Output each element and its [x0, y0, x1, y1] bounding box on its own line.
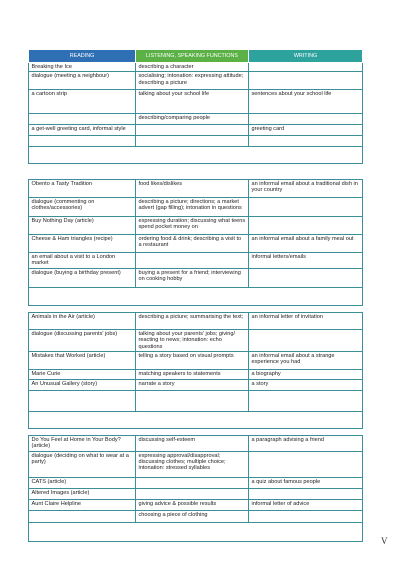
- empty-row-cell: [29, 287, 363, 305]
- empty-row-cell: [29, 522, 363, 541]
- reading-cell: dialogue (deciding on what to wear at a party): [29, 451, 136, 477]
- listening-cell: talking about your parents' jobs; giving/ reacting to news; intonation: echo questions: [136, 330, 249, 352]
- reading-cell: [29, 114, 136, 125]
- table-row: [29, 330, 363, 352]
- writing-cell: a biography: [249, 369, 363, 379]
- reading-cell: Cheese & Ham triangles (recipe): [29, 235, 136, 253]
- listening-cell: food likes/dislikes: [136, 180, 249, 198]
- listening-cell: describing a character: [136, 63, 249, 72]
- table-row: [29, 217, 363, 235]
- writing-cell: [249, 488, 363, 499]
- reading-cell: Do You Feel at Home in Your Body? (article): [29, 436, 136, 452]
- reading-cell: Marie Curie: [29, 369, 136, 379]
- module-3-block: [28, 312, 362, 429]
- listening-cell: [136, 253, 249, 269]
- table-row: [29, 235, 363, 253]
- listening-cell: describing/comparing people: [136, 114, 249, 125]
- writing-cell: [249, 510, 363, 522]
- writing-cell: greeting card: [249, 125, 363, 136]
- writing-cell: informal letters/emails: [249, 253, 363, 269]
- table-row: [29, 147, 363, 164]
- module-1-block: [28, 49, 362, 164]
- reading-cell: an email about a visit to a London market: [29, 253, 136, 269]
- module-4-block: [28, 435, 362, 542]
- writing-cell: an informal email about a family meal out: [249, 235, 363, 253]
- reading-cell: dialogue (commenting on clothes/accessories): [29, 198, 136, 217]
- writing-cell: an informal email about a strange experience you had: [249, 351, 363, 369]
- table-row: [29, 390, 363, 411]
- listening-cell: narrate a story: [136, 379, 249, 390]
- reading-cell: a get-well greeting card, informal style: [29, 125, 136, 136]
- table-row: [29, 477, 363, 488]
- reading-cell: [29, 390, 136, 411]
- reading-cell: CATS (article): [29, 477, 136, 488]
- writing-cell: [249, 136, 363, 147]
- table-row: [29, 411, 363, 428]
- listening-cell: [136, 125, 249, 136]
- writing-cell: a quiz about famous people: [249, 477, 363, 488]
- listening-cell: choosing a piece of clothing: [136, 510, 249, 522]
- listening-cell: [136, 477, 249, 488]
- writing-cell: sentences about your school life: [249, 90, 363, 114]
- writing-cell: [249, 390, 363, 411]
- reading-cell: Mistakes that Worked (article): [29, 351, 136, 369]
- module-1-table: [28, 49, 363, 164]
- table-row: [29, 287, 363, 305]
- table-row: [29, 90, 363, 114]
- reading-cell: dialogue (discussing parents' jobs): [29, 330, 136, 352]
- header-writing: WRITING: [249, 50, 363, 63]
- table-row: [29, 180, 363, 198]
- listening-cell: expressing approval/disapproval; discussing clothes; multiple choice; intonation: stressed syllables: [136, 451, 249, 477]
- reading-cell: Altered Images (article): [29, 488, 136, 499]
- table-row: [29, 522, 363, 541]
- writing-cell: informal letter of advice: [249, 499, 363, 510]
- reading-cell: dialogue (buying a birthday present): [29, 268, 136, 287]
- table-row: [29, 136, 363, 147]
- listening-cell: telling a story based on visual prompts: [136, 351, 249, 369]
- listening-cell: [136, 488, 249, 499]
- table-row: [29, 379, 363, 390]
- writing-cell: an informal letter of invitation: [249, 313, 363, 330]
- writing-cell: [249, 72, 363, 90]
- table-row: [29, 198, 363, 217]
- writing-cell: an informal email about a traditional dish in your country: [249, 180, 363, 198]
- table-row: [29, 268, 363, 287]
- listening-cell: expressing duration; discussing what teens spend pocket money on: [136, 217, 249, 235]
- module-4-table: [28, 435, 363, 542]
- listening-cell: talking about your school life: [136, 90, 249, 114]
- listening-cell: [136, 390, 249, 411]
- reading-cell: Breaking the Ice: [29, 63, 136, 72]
- table-row: [29, 369, 363, 379]
- empty-row-cell: [29, 411, 363, 428]
- reading-cell: Aunt Claire Helpline: [29, 499, 136, 510]
- table-row: [29, 488, 363, 499]
- writing-cell: a story: [249, 379, 363, 390]
- writing-cell: [249, 451, 363, 477]
- listening-cell: matching speakers to statements: [136, 369, 249, 379]
- table-row: [29, 499, 363, 510]
- empty-row-cell: [29, 147, 363, 164]
- table-row: [29, 436, 363, 452]
- table-row: [29, 72, 363, 90]
- table-row: [29, 451, 363, 477]
- table-row: [29, 313, 363, 330]
- reading-cell: dialogue (meeting a neighbour): [29, 72, 136, 90]
- listening-cell: ordering food & drink; describing a visit to a restaurant: [136, 235, 249, 253]
- page-number: V: [381, 536, 388, 546]
- writing-cell: [249, 268, 363, 287]
- reading-cell: An Unusual Gallery (story): [29, 379, 136, 390]
- listening-cell: [136, 136, 249, 147]
- writing-cell: [249, 330, 363, 352]
- table-row: [29, 63, 363, 72]
- header-listening-speaking: LISTENING, SPEAKING FUNCTIONS: [136, 50, 249, 63]
- table-row: [29, 253, 363, 269]
- table-row: [29, 510, 363, 522]
- reading-cell: Animals in the Air (article): [29, 313, 136, 330]
- table-row: [29, 351, 363, 369]
- listening-cell: socialising; intonation: expressing attitude; describing a picture: [136, 72, 249, 90]
- reading-cell: [29, 510, 136, 522]
- header-reading: READING: [29, 50, 136, 63]
- reading-cell: Buy Nothing Day (article): [29, 217, 136, 235]
- writing-cell: a paragraph advising a friend: [249, 436, 363, 452]
- reading-cell: [29, 136, 136, 147]
- writing-cell: [249, 63, 363, 72]
- listening-cell: describing a picture; directions; a market advert (gap filling); intonation in questions: [136, 198, 249, 217]
- listening-cell: giving advice & possible results: [136, 499, 249, 510]
- writing-cell: [249, 217, 363, 235]
- module-2-table: [28, 179, 363, 306]
- table-row: [29, 125, 363, 136]
- listening-cell: describing a picture; summarising the text;: [136, 313, 249, 330]
- table-row: [29, 114, 363, 125]
- module-2-block: [28, 179, 362, 306]
- column-header-row: [29, 50, 363, 63]
- listening-cell: discussing self-esteem: [136, 436, 249, 452]
- reading-cell: a cartoon strip: [29, 90, 136, 114]
- writing-cell: [249, 198, 363, 217]
- module-3-table: [28, 312, 363, 429]
- writing-cell: [249, 114, 363, 125]
- listening-cell: buying a present for a friend; interviewing on cooking hobby: [136, 268, 249, 287]
- reading-cell: Obento a Tasty Tradition: [29, 180, 136, 198]
